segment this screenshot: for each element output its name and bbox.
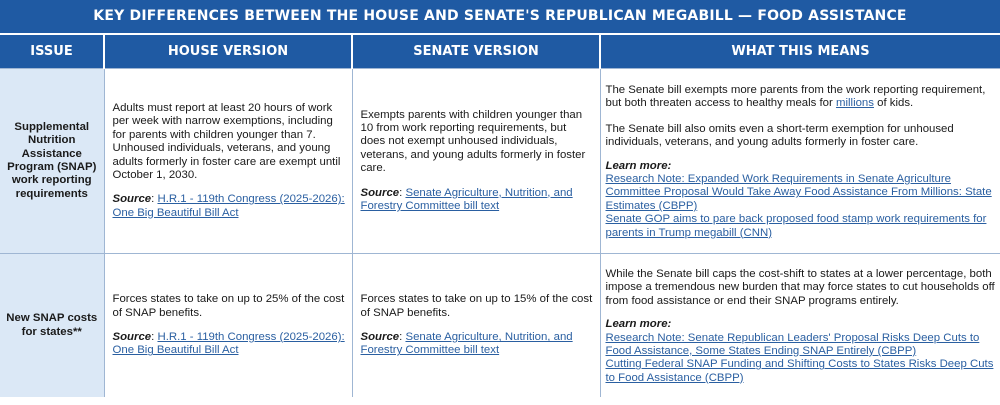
house-text: Forces states to take on up to 25% of the cost of SNAP benefits. (112, 293, 345, 319)
learn-more-label: Learn more: (605, 159, 672, 172)
senate-text: Exempts parents with children younger than 10 from work reporting requirements, but does not exempt unhoused individuals, veterans, and young adults formerly in foster care. (360, 108, 586, 175)
house-source-link[interactable]: H.R.1 - 119th Congress (2025-2026): One Big Beautiful Bill Act (112, 193, 345, 219)
source-label: Source (360, 186, 400, 199)
senate-source: Source: Senate Agriculture, Nutrition, and Forestry Committee bill text (360, 186, 573, 213)
house-source-link[interactable]: H.R.1 - 119th Congress (2025-2026): One Big Beautiful Bill Act (112, 331, 345, 357)
senate-source-link[interactable]: Senate Agriculture, Nutrition, and Forestry Committee bill text (360, 331, 573, 357)
senate-source: Source: Senate Agriculture, Nutrition, and Forestry Committee bill text (360, 331, 573, 357)
learn-more-link[interactable]: Research Note: Senate Republican Leaders' Proposal Risks Deep Cuts to Food Assistance, Some States Ending SNAP Entirely (CBPP) (605, 331, 980, 357)
source-label: Source (112, 193, 152, 206)
source-label: Source (112, 331, 152, 343)
house-cell (104, 69, 352, 254)
learn-more-link[interactable]: Cutting Federal SNAP Funding and Shifting Costs to States Risks Deep Cuts to Food Assistance (CBPP) (605, 358, 994, 384)
meaning-cell (600, 254, 1000, 398)
issue-cell: Supplemental Nutrition Assistance Program (SNAP) work reporting requirements (0, 69, 104, 254)
meaning-text: The Senate bill exempts more parents from the work reporting requirement, but both threaten access to healthy meals for (605, 83, 986, 110)
table-row (0, 254, 1000, 398)
meaning-text-end: of kids. (873, 97, 914, 110)
house-text: Adults must report at least 20 hours of work per week with narrow exemptions, including for parents with children younger than 7. Unhoused individuals, veterans, and young adults formerly in foster care are exempt until October 1, 2030. (112, 101, 341, 181)
header-senate-version: SENATE VERSION (352, 34, 600, 69)
learn-more-link[interactable]: Research Note: Expanded Work Requirements in Senate Agriculture Committee Proposal Would Take Away Food Assistance From Millions: State Estimates (CBPP) (605, 173, 992, 212)
meaning-paragraph: While the Senate bill caps the cost-shift to states at a lower percentage, both impose a tremendous new burden that may force states to cut households off from food assistance or end their SNAP programs entirely. (605, 267, 995, 307)
meaning-paragraph-2: The Senate bill also omits even a short-term exemption for unhoused individuals, veterans, and young adults formerly in foster care. (605, 122, 954, 149)
senate-cell (352, 69, 600, 254)
header-issue: ISSUE (0, 34, 104, 69)
meaning-paragraph (606, 84, 997, 111)
senate-cell (352, 254, 600, 398)
millions-link[interactable]: millions (835, 97, 874, 110)
header-what-this-means: WHAT THIS MEANS (600, 34, 1000, 69)
comparison-table (0, 33, 1000, 397)
meaning-cell (600, 69, 1000, 254)
learn-more-link[interactable]: Senate GOP aims to pare back proposed food stamp work requirements for parents in Trump megabill (CNN) (605, 213, 987, 239)
senate-source-link[interactable]: Senate Agriculture, Nutrition, and Forestry Committee bill text (360, 186, 573, 213)
issue-cell: New SNAP costs for states** (0, 254, 104, 398)
house-cell (104, 254, 352, 398)
house-source: Source: H.R.1 - 119th Congress (2025-2026): One Big Beautiful Bill Act (112, 193, 345, 219)
source-label: Source (360, 331, 400, 343)
header-house-version: HOUSE VERSION (104, 34, 352, 69)
senate-text: Forces states to take on up to 15% of the cost of SNAP benefits. (360, 293, 593, 319)
house-source: Source: H.R.1 - 119th Congress (2025-2026): One Big Beautiful Bill Act (112, 331, 345, 357)
header-row (0, 34, 1000, 69)
table-title: KEY DIFFERENCES BETWEEN THE HOUSE AND SENATE'S REPUBLICAN MEGABILL — FOOD ASSISTANCE (0, 0, 1000, 33)
table-row (0, 69, 1000, 254)
learn-more-label: Learn more: (605, 318, 672, 331)
